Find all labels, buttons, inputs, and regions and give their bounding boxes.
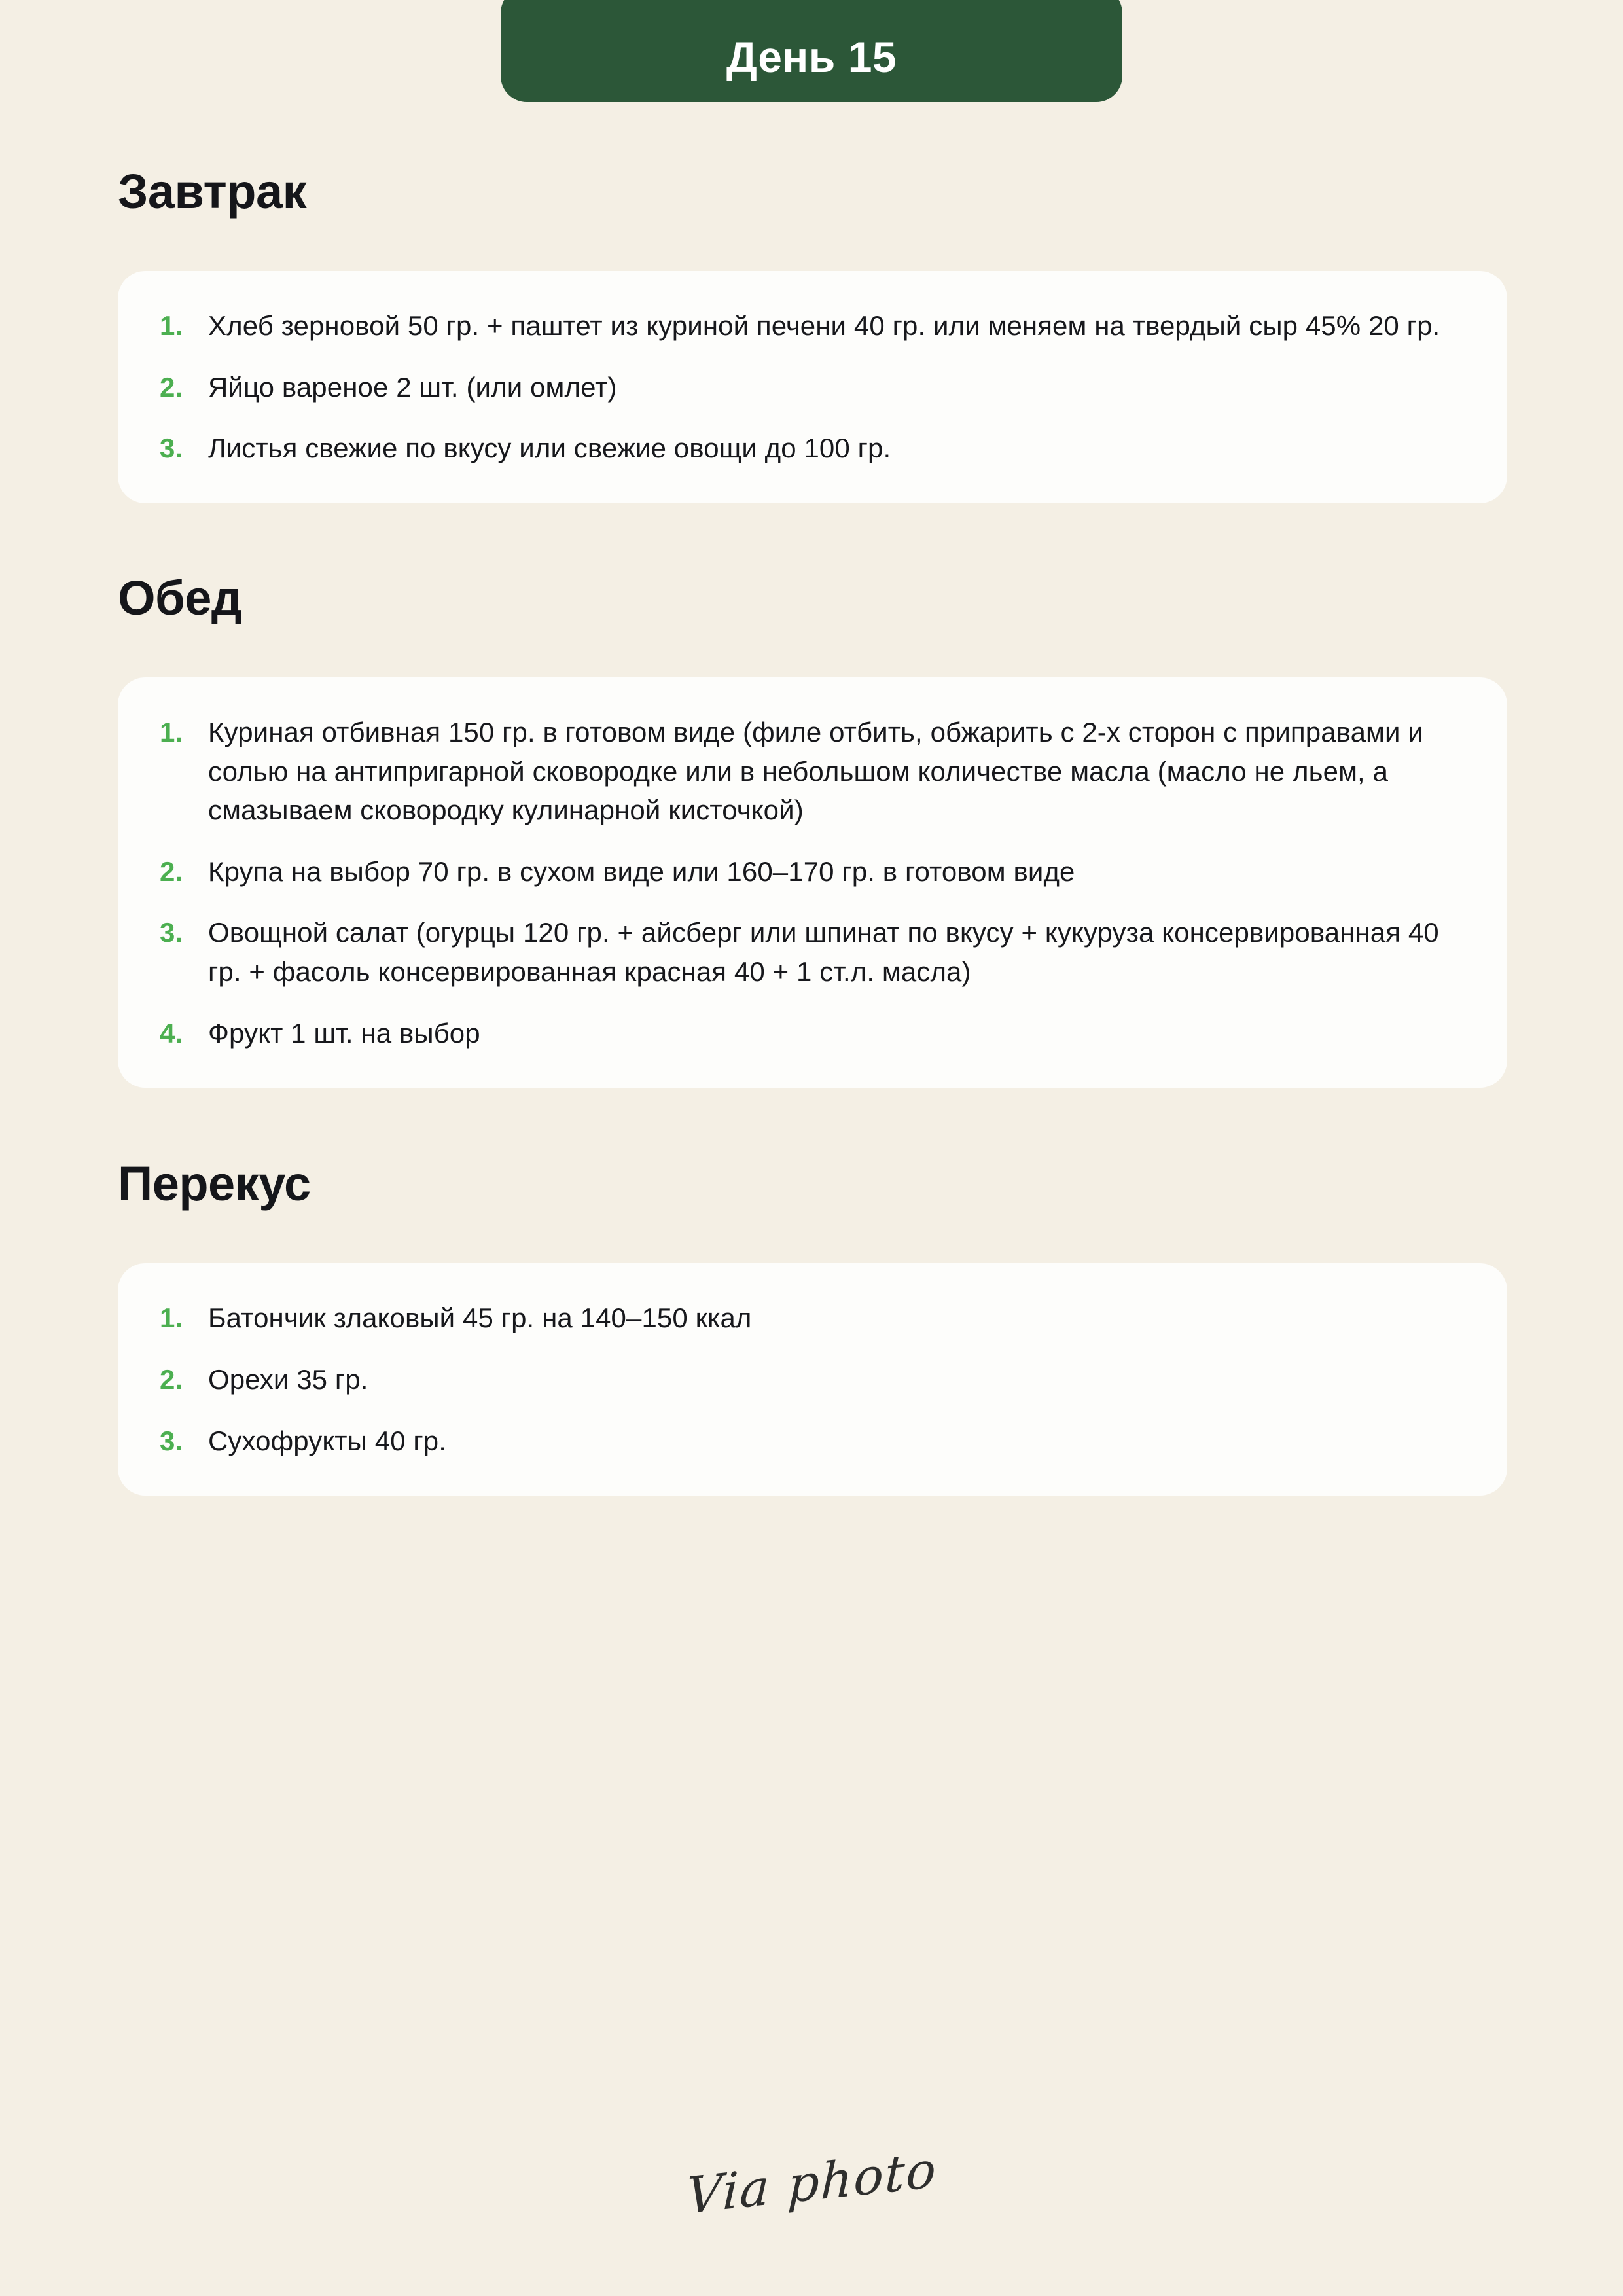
section-snack [118, 1088, 1507, 1496]
meal-plan-content [118, 102, 1507, 1496]
list-item-text: Овощной салат (огурцы 120 гр. + айсберг или шпинат по вкусу + кукуруза консервированная 40 гр. + фасоль консервированная красная 40 + 1 ст.л. масла) [208, 917, 1439, 987]
watermark [0, 2140, 1623, 2225]
section-heading-lunch: Обед [118, 570, 242, 625]
list-item-text: Орехи 35 гр. [208, 1363, 368, 1395]
list-item-number: 2. [160, 855, 183, 887]
list-item [157, 1422, 1461, 1461]
card-breakfast [118, 271, 1507, 503]
list-item-number: 1. [160, 1302, 183, 1334]
list-item-text: Сухофрукты 40 гр. [208, 1425, 447, 1456]
list-item-number: 4. [160, 1017, 183, 1049]
list-item-number: 2. [160, 1363, 183, 1395]
list-item-number: 3. [160, 1425, 183, 1456]
list-item-text: Фрукт 1 шт. на выбор [208, 1017, 480, 1049]
section-heading-breakfast: Завтрак [118, 164, 307, 219]
list-item [157, 1014, 1461, 1053]
section-lunch [118, 503, 1507, 1088]
section-heading-snack: Перекус [118, 1157, 311, 1211]
watermark-signature-text: Via photo [685, 2140, 938, 2225]
list-item-number: 1. [160, 310, 183, 341]
list-item [157, 713, 1461, 830]
list-item [157, 429, 1461, 468]
day-badge-label: День 15 [726, 33, 897, 81]
list-item-number: 3. [160, 917, 183, 948]
list-item-number: 1. [160, 716, 183, 747]
list-item [157, 1360, 1461, 1399]
list-item [157, 306, 1461, 346]
section-breakfast [118, 102, 1507, 503]
list-item [157, 913, 1461, 991]
list-item-number: 3. [160, 433, 183, 464]
list-item-text: Хлеб зерновой 50 гр. + паштет из куриной печени 40 гр. или меняем на твердый сыр 45% 20 гр. [208, 310, 1440, 341]
card-snack [118, 1263, 1507, 1496]
card-lunch [118, 677, 1507, 1088]
list-item-text: Листья свежие по вкусу или свежие овощи до 100 гр. [208, 433, 891, 464]
list-item-number: 2. [160, 371, 183, 403]
list-item [157, 368, 1461, 407]
list-item-text: Батончик злаковый 45 гр. на 140–150 ккал [208, 1302, 752, 1334]
list-item [157, 1299, 1461, 1338]
list-item [157, 852, 1461, 891]
header-bar [0, 0, 1623, 102]
list-item-text: Крупа на выбор 70 гр. в сухом виде или 160–170 гр. в готовом виде [208, 855, 1075, 887]
list-item-text: Куриная отбивная 150 гр. в готовом виде (филе отбить, обжарить с 2-х сторон с приправами и солью на антипригарной сковородке или в небольшом количестве масла (масло не льем, а смазываем сковородку кулинарной кисточкой) [208, 716, 1423, 826]
list-item-text: Яйцо вареное 2 шт. (или омлет) [208, 371, 617, 403]
day-badge [501, 0, 1122, 102]
